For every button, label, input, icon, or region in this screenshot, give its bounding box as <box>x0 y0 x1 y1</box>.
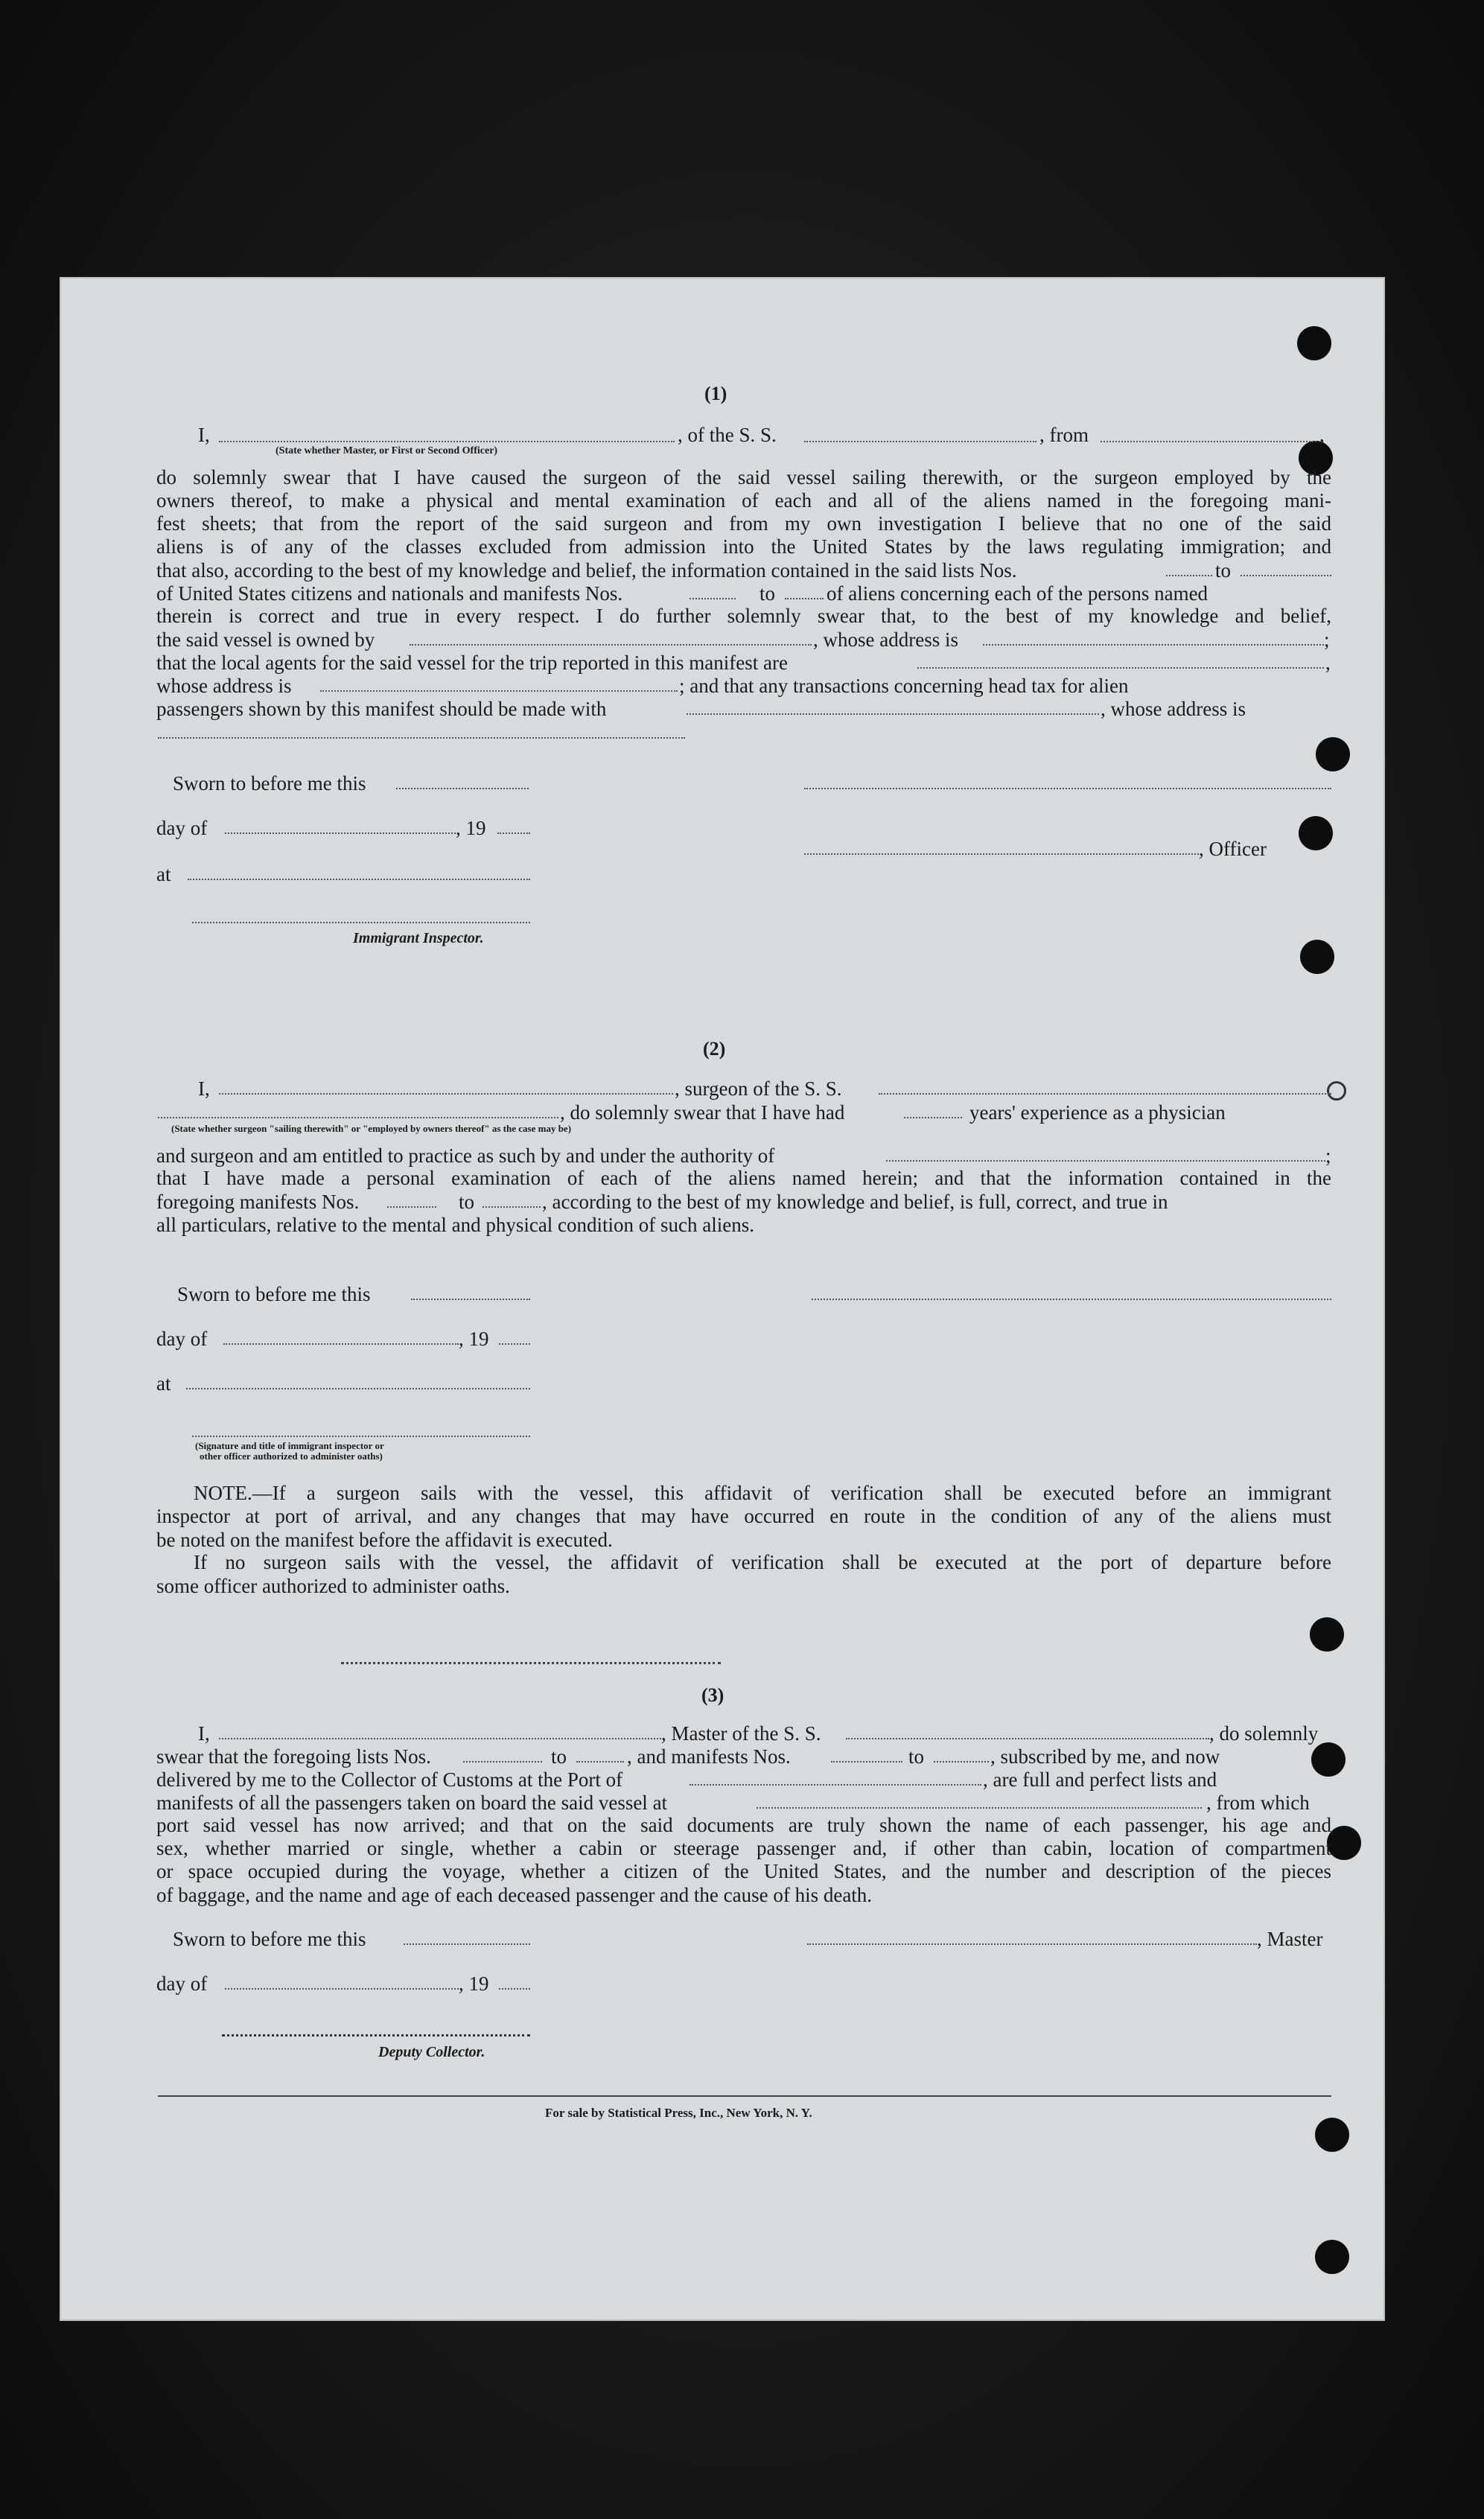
s1-of-aliens: of aliens concerning each of the persons named <box>827 582 1208 605</box>
s2-manifest-from-field[interactable] <box>387 1206 436 1208</box>
s2-paragraph <box>156 1167 1331 1190</box>
s2-sig-note-1: (Signature and title of immigrant inspector or <box>195 1440 384 1451</box>
s1-owner-address-field[interactable] <box>983 644 1324 646</box>
s1-list-to-field[interactable] <box>1241 575 1331 576</box>
s3-list-from-field[interactable] <box>463 1761 542 1762</box>
s2-surgeon-name-field[interactable] <box>219 1093 673 1095</box>
s1-head-tax: ; and that any transactions concerning head tax for alien <box>679 675 1129 697</box>
s1-from: , from <box>1039 424 1089 446</box>
s1-head-tax-address-field[interactable] <box>158 737 685 739</box>
s2-inspector-sign-field[interactable] <box>192 1436 530 1437</box>
printer-footer: For sale by Statistical Press, Inc., New York, N. Y. <box>545 2106 812 2120</box>
s1-officer-field[interactable] <box>804 853 1199 855</box>
s3-master: , Master <box>1257 1928 1323 1950</box>
s1-agents-field[interactable] <box>917 667 1324 669</box>
s1-para-line: fest sheets; that from the report of the said surgeon and from my own investigation I believe that no one of the said <box>156 512 1331 535</box>
s1-year: , 19 <box>456 817 486 839</box>
s1-line-i: I, <box>198 424 210 446</box>
s2-years-field[interactable] <box>904 1117 962 1118</box>
s3-taken-on-board: manifests of all the passengers taken on board the said vessel at <box>156 1792 668 1814</box>
s1-paragraph-2 <box>156 605 1331 628</box>
section-divider <box>341 1662 721 1664</box>
s1-sworn: Sworn to before me this <box>173 772 366 794</box>
s3-ship-field[interactable] <box>846 1738 1209 1739</box>
s1-day-of: day of <box>156 817 208 839</box>
punch-hole <box>1299 816 1333 850</box>
s3-para-line-last: of baggage, and the name and age of each deceased passenger and the cause of his death. <box>156 1884 873 1906</box>
s1-comma-2: , <box>1325 652 1331 674</box>
s1-para-line-lists: that also, according to the best of my knowledge and belief, the information contained in the said lists Nos. <box>156 559 1017 582</box>
s1-ship-field[interactable] <box>804 441 1036 442</box>
s3-manifests: , and manifests Nos. <box>627 1745 791 1768</box>
s2-authority-field[interactable] <box>886 1160 1325 1162</box>
s3-to: to <box>551 1745 567 1768</box>
punch-hole <box>1297 326 1331 360</box>
s1-inspector-label: Immigrant Inspector. <box>353 930 484 946</box>
punch-hole <box>1310 1617 1344 1652</box>
s3-master-name-field[interactable] <box>219 1738 661 1739</box>
s2-at: at <box>156 1372 171 1395</box>
s3-subscribed: , subscribed by me, and now <box>990 1745 1220 1768</box>
s2-day-month-field[interactable] <box>223 1343 459 1345</box>
s1-agents-address-field[interactable] <box>320 690 678 692</box>
s3-manifest-to-field[interactable] <box>934 1761 989 1762</box>
s3-master-sign-field[interactable] <box>807 1943 1257 1945</box>
s1-made-with: passengers shown by this manifest should be made with <box>156 698 607 720</box>
s3-lists: swear that the foregoing lists Nos. <box>156 1745 431 1768</box>
s2-sailing-note: (State whether surgeon "sailing therewith" or "employed by owners thereof" as the case may be) <box>171 1123 572 1134</box>
s1-to-2: to <box>759 582 776 605</box>
s2-surgeon-of: , surgeon of the S. S. <box>675 1077 842 1100</box>
s3-manifest-from-field[interactable] <box>831 1761 902 1762</box>
section-1-heading: (1) <box>704 383 727 404</box>
s3-year-field[interactable] <box>499 1988 530 1990</box>
s2-note-line: inspector at port of arrival, and any changes that may have occurred en route in the condition of any of the aliens must <box>156 1505 1331 1527</box>
s2-note-line-5: some officer authorized to administer oaths. <box>156 1575 510 1597</box>
s2-swear: , do solemnly swear that I have had <box>560 1101 845 1124</box>
s1-para-line: owners thereof, to make a physical and mental examination of each and all of the aliens named in the foregoing mani- <box>156 489 1331 512</box>
s1-para-line: aliens is of any of the classes excluded from admission into the United States by the laws regulating immigration; and <box>156 535 1331 558</box>
s3-master-of: , Master of the S. S. <box>661 1722 821 1745</box>
s1-para-line: do solemnly swear that I have caused the surgeon of the said vessel sailing therewith, or the surgeon employed by the <box>156 466 1331 488</box>
s1-rank-field[interactable] <box>219 441 675 442</box>
s1-whose-address: , whose address is <box>813 628 958 651</box>
s2-day-of: day of <box>156 1328 208 1350</box>
s1-manifest-from-field[interactable] <box>690 598 736 599</box>
s1-inspector-sign-field[interactable] <box>192 922 530 923</box>
s3-sworn-date-field[interactable] <box>404 1943 530 1945</box>
s2-para-line: that I have made a personal examination of each of the aliens named herein; and that the information contained in the <box>156 1167 1331 1189</box>
s1-whose-address-3: , whose address is <box>1101 698 1246 720</box>
s1-head-tax-party-field[interactable] <box>687 713 1099 715</box>
s2-signature-field[interactable] <box>812 1299 1331 1300</box>
s1-whose-address-2: whose address is <box>156 675 292 697</box>
s1-semicolon: ; <box>1324 628 1330 651</box>
s1-signature-field[interactable] <box>804 788 1331 789</box>
s3-from-which: , from which <box>1206 1792 1310 1814</box>
s1-rank-note: (State whether Master, or First or Second Officer) <box>276 445 498 456</box>
s2-sworn-date-field[interactable] <box>411 1299 530 1300</box>
s3-solemnly: , do solemnly <box>1209 1722 1319 1745</box>
punch-hole <box>1315 2118 1349 2152</box>
section-3-heading: (3) <box>701 1684 725 1706</box>
s1-of-ss: , of the S. S. <box>678 424 777 446</box>
s2-years: years' experience as a physician <box>969 1101 1226 1124</box>
s3-port-field[interactable] <box>690 1784 981 1786</box>
s1-officer: , Officer <box>1199 838 1267 860</box>
s2-according: , according to the best of my knowledge and belief, is full, correct, and true in <box>542 1191 1168 1213</box>
section-2-heading: (2) <box>703 1038 726 1060</box>
s3-sworn: Sworn to before me this <box>173 1928 366 1950</box>
s3-perfect-lists: , are full and perfect lists and <box>983 1768 1217 1791</box>
s1-manifest-to-field[interactable] <box>785 598 824 599</box>
s2-sailing-field[interactable] <box>158 1117 558 1118</box>
s2-note-line: NOTE.—If a surgeon sails with the vessel, this affidavit of verification shall be executed before an immigrant <box>194 1482 1331 1504</box>
s3-collector-sign-field[interactable] <box>222 2034 530 2036</box>
punch-hole <box>1300 940 1334 974</box>
punch-hole <box>1316 737 1350 771</box>
punch-hole <box>1327 1826 1361 1860</box>
s3-para-line: sex, whether married or single, whether a cabin or steerage passenger and, if other than cabin, location of compartment <box>156 1837 1331 1859</box>
s3-collector-label: Deputy Collector. <box>378 2044 485 2060</box>
s2-note-paragraph <box>156 1482 1331 1528</box>
s2-to: to <box>459 1191 475 1213</box>
s2-ship-field[interactable] <box>879 1093 1331 1095</box>
s1-from-field[interactable] <box>1101 441 1316 442</box>
punch-hole <box>1315 2240 1349 2274</box>
s3-delivered: delivered by me to the Collector of Customs at the Port of <box>156 1768 623 1791</box>
s1-at: at <box>156 863 171 885</box>
s2-manifests: foregoing manifests Nos. <box>156 1191 360 1213</box>
s1-paragraph <box>156 466 1331 558</box>
s1-to: to <box>1215 559 1232 582</box>
s1-day-month-field[interactable] <box>225 832 456 834</box>
s1-sworn-date-field[interactable] <box>396 788 529 789</box>
s2-manifest-to-field[interactable] <box>483 1206 541 1208</box>
punch-hole <box>1327 1081 1346 1101</box>
s1-at-field[interactable] <box>188 879 530 880</box>
s2-year: , 19 <box>459 1328 489 1350</box>
s1-para-line: therein is correct and true in every respect. I do further solemnly swear that, to the best of my knowledge and belief, <box>156 605 1331 627</box>
s2-semicolon: ; <box>1325 1144 1331 1167</box>
s2-authority: and surgeon and am entitled to practice as such by and under the authority of <box>156 1144 775 1167</box>
s1-owner-field[interactable] <box>410 644 812 646</box>
s1-local-agents: that the local agents for the said vessel for the trip reported in this manifest are <box>156 652 788 674</box>
s2-note-paragraph-2 <box>156 1551 1331 1574</box>
punch-hole <box>1311 1742 1346 1777</box>
s2-particulars: all particulars, relative to the mental and physical condition of such aliens. <box>156 1214 754 1236</box>
s1-para-line-manifests: of United States citizens and nationals and manifests Nos. <box>156 582 623 605</box>
s2-line-i: I, <box>198 1077 210 1100</box>
s2-at-field[interactable] <box>186 1388 530 1389</box>
s1-owned-by: the said vessel is owned by <box>156 628 375 651</box>
s1-comma: , <box>1319 424 1325 446</box>
s3-list-to-field[interactable] <box>576 1761 624 1762</box>
s3-year: , 19 <box>459 1972 489 1995</box>
s2-note-line: If no surgeon sails with the vessel, the affidavit of verification shall be executed at the port of departure before <box>194 1551 1331 1573</box>
s2-sworn: Sworn to before me this <box>177 1283 371 1305</box>
s3-day-month-field[interactable] <box>225 1988 459 1990</box>
s1-list-from-field[interactable] <box>1166 575 1212 576</box>
s2-note-line-3: be noted on the manifest before the affidavit is executed. <box>156 1529 613 1551</box>
s1-year-field[interactable] <box>497 832 530 834</box>
form-page <box>60 277 1385 2321</box>
footer-rule <box>158 2095 1331 2097</box>
s3-departure-port-field[interactable] <box>757 1807 1202 1809</box>
s2-year-field[interactable] <box>499 1343 530 1345</box>
s3-line-i: I, <box>198 1722 210 1745</box>
s3-para-line: port said vessel has now arrived; and that on the said documents are truly shown the name of each passenger, his age and <box>156 1814 1331 1836</box>
s3-to-2: to <box>908 1745 925 1768</box>
s3-paragraph <box>156 1814 1331 1883</box>
s2-sig-note-2: other officer authorized to administer oaths) <box>200 1450 383 1462</box>
s3-para-line: or space occupied during the voyage, whether a citizen of the United States, and the number and description of the pieces <box>156 1860 1331 1882</box>
s3-day-of: day of <box>156 1972 208 1995</box>
